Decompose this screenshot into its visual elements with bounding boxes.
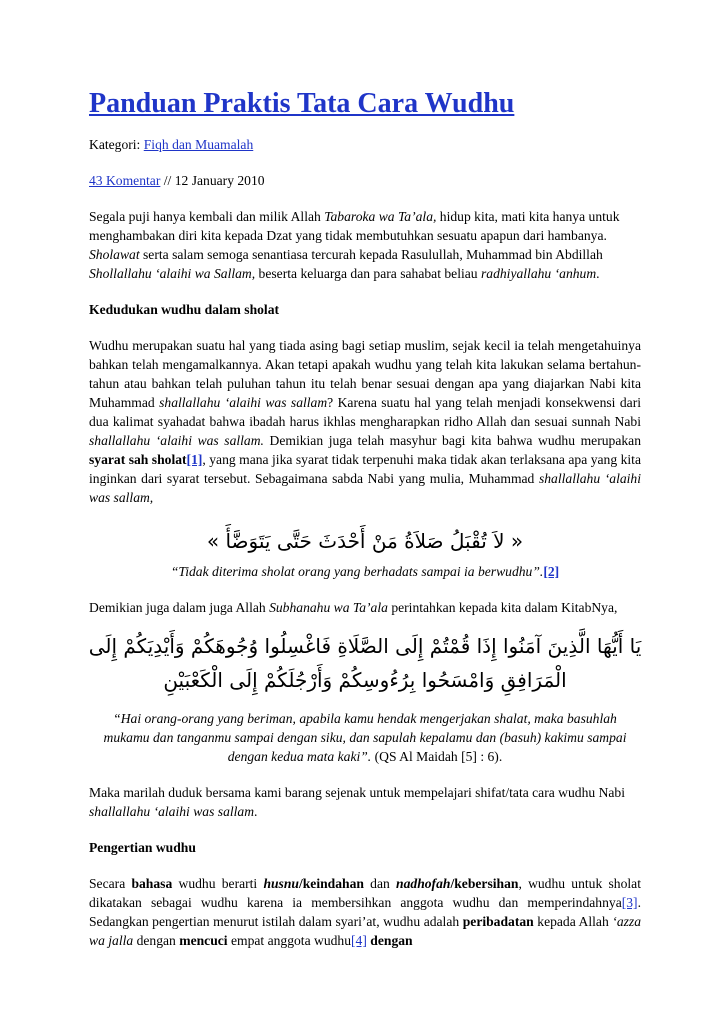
para-text: . Sedangkan pengertian menurut istilah dalam syari’at, wudhu adalah [89, 895, 641, 929]
footnote-link-4[interactable]: [4] [351, 933, 367, 948]
section-heading-pengertian: Pengertian wudhu [89, 840, 196, 855]
para-bold: mencuci [179, 933, 228, 948]
category-label: Kategori: [89, 137, 141, 152]
para-text: Secara [89, 876, 132, 891]
para-text: Demikian juga telah masyhur bagi kita bahwa wudhu merupakan [263, 433, 641, 448]
footnote-link-2[interactable]: [2] [543, 564, 560, 579]
para-text: dengan [133, 933, 180, 948]
hadith-translation-text: “Tidak diterima sholat orang yang berhadats sampai ia berwudhu”. [170, 564, 544, 579]
marilah-paragraph [89, 783, 641, 821]
intro-paragraph [89, 207, 641, 283]
article [89, 88, 641, 950]
para-bold: peribadatan [462, 914, 534, 929]
verse-reference: (QS Al Maidah [5] : 6). [371, 749, 503, 764]
intro-italic: radhiyallahu ‘anhum [480, 266, 597, 281]
hadith-translation [89, 562, 641, 581]
para-italic: shallallahu ‘alaihi was sallam, [89, 471, 641, 505]
para-text: dan [363, 876, 397, 891]
intro-text: serta salam semoga senantiasa tercurah kepada Rasulullah, Muhammad bin Abdillah [139, 247, 603, 262]
para-text: , wudhu untuk sholat dikatakan sebagai wudhu karena ia membersihkan anggota wudhu dan memperindahnya [89, 876, 641, 910]
para-italic: ‘azza wa jalla [89, 914, 641, 948]
para-text: Demikian juga dalam juga Allah [89, 600, 270, 615]
para-italic: shallallahu ‘alaihi was sallam [89, 804, 255, 819]
hadith-arabic: « لاَ تُقْبَلُ صَلاَةُ مَنْ أَحْدَثَ حَتَّى يَتَوَضَّأَ » [206, 529, 524, 553]
para-italic: shallallahu ‘alaihi was sallam. [89, 433, 264, 448]
category-link[interactable]: Fiqh dan Muamalah [143, 137, 254, 152]
para-italic: shallallahu ‘alaihi was sallam [159, 395, 328, 410]
intro-text: . [596, 266, 600, 281]
para-bold-italic: nadhofah [396, 876, 451, 891]
verse-arabic: يَا أَيُّهَا الَّذِينَ آمَنُوا إِذَا قُمْتُمْ إِلَى الصَّلَاةِ فَاغْسِلُوا وُجُوهَكُمْ وَأَيْدِيَكُمْ إِلَى الْمَرَافِقِ وَامْسَحُوا بِرُءُوسِكُمْ وَأَرْجُلَكُمْ إِلَى الْكَعْبَيْنِ [88, 634, 642, 692]
verse-translation [89, 709, 641, 766]
para-text: perintahkan kepada kita dalam KitabNya, [387, 600, 618, 615]
intro-italic: Shollallahu ‘alaihi wa Sallam, [89, 266, 256, 281]
footnote-link-3[interactable]: [3] [621, 895, 638, 910]
para-text: Maka marilah duduk bersama kami barang sejenak untuk mempelajari shifat/tata cara wudhu Nabi [89, 785, 626, 800]
para-bold-italic: husnu [263, 876, 299, 891]
para-italic: Subhanahu wa Ta’ala [269, 600, 388, 615]
verse-translation-text: “Hai orang-orang yang beriman, apabila kamu hendak mengerjakan shalat, maka basuhlah mukamu dan tanganmu sampai dengan siku, dan sapulah kepalamu dan (basuh) kakimu sampai dengan kedua mata kaki”. [103, 711, 627, 764]
para-bold: /kebersihan [450, 876, 519, 891]
intro-italic: Tabaroka wa Ta’ala, [324, 209, 437, 224]
para-text: wudhu berarti [172, 876, 264, 891]
kedudukan-paragraph [89, 336, 641, 507]
allah-paragraph [89, 598, 641, 617]
comments-date-line [89, 171, 641, 190]
intro-text: beserta keluarga dan para sahabat beliau [255, 266, 481, 281]
para-bold: bahasa [131, 876, 173, 891]
para-bold: syarat sah sholat [89, 452, 187, 467]
footnote-link-1[interactable]: [1] [186, 452, 203, 467]
para-text: , yang mana jika syarat tidak terpenuhi maka tidak akan terlaksana apa yang kita inginkan dari syarat tersebut. Sebagaimana sabda Nabi yang mulia, Muhammad [89, 452, 641, 486]
para-text: empat anggota wudhu [227, 933, 352, 948]
pengertian-paragraph [89, 874, 641, 950]
category-line [89, 135, 641, 154]
intro-text: hidup kita, mati kita hanya untuk menghambakan diri kita kepada Dzat yang tidak membutuhkan sesuatu apapun dari hambanya. [89, 209, 620, 243]
para-text: Wudhu merupakan suatu hal yang tiada asing bagi setiap muslim, sejak kecil ia telah mengetahuinya bahkan telah mengamalkannya. Akan tetapi apakah wudhu yang telah kita lakukan selama bertahun-tahun atau bahkan telah puluhan tahun itu telah benar sesuai dengan apa yang diajarkan Nabi kita Muhammad [89, 338, 641, 410]
page-title[interactable]: Panduan Praktis Tata Cara Wudhu [89, 88, 515, 119]
para-text: . [254, 804, 258, 819]
intro-text: Segala puji hanya kembali dan milik Allah [89, 209, 325, 224]
intro-italic: Sholawat [89, 247, 140, 262]
para-bold: /keindahan [298, 876, 364, 891]
para-bold: dengan [370, 933, 413, 948]
para-text: ? Karena suatu hal yang telah menjadi konsekwensi dari dua kalimat syahadat bahwa ibadah harus ikhlas mengharapkan ridho Allah dan sesuai sunnah Nabi [89, 395, 641, 429]
comments-link[interactable]: 43 Komentar [89, 173, 161, 188]
para-text: kepada Allah [533, 914, 613, 929]
section-heading-kedudukan: Kedudukan wudhu dalam sholat [89, 302, 280, 317]
post-date: // 12 January 2010 [163, 173, 265, 188]
